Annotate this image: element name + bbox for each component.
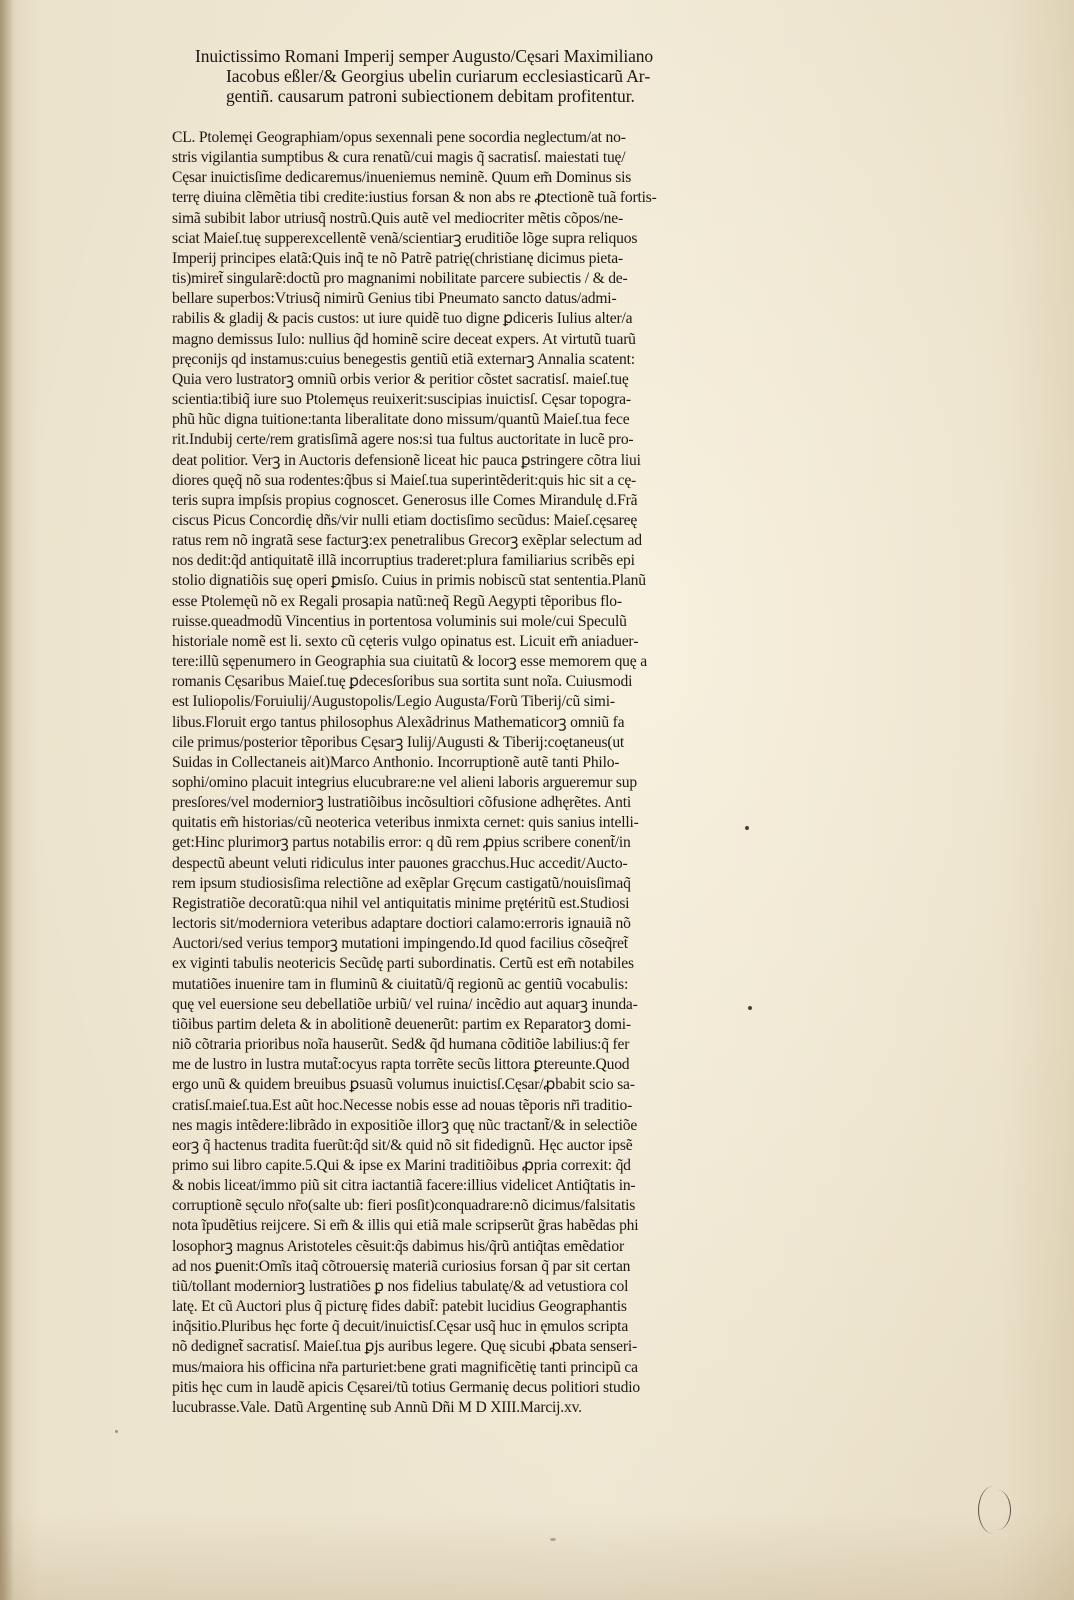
text-line: rem ipsum studiosisſima relectiõne ad exẽplar Gręcum castigatũ/nouisſimaq̃ — [172, 874, 631, 892]
heading-line: Inuictissimo Romani Imperij semper Augusto/Cęsari Maximiliano — [195, 46, 654, 66]
heading-line: Iacobus eßler/& Georgius ubelin curiarum ecclesiasticarũ Ar‑ — [226, 66, 651, 86]
text-line: romanis Cęsaribus Maieſ.tuę ꝑdecesſoribus sua sortita sunt noĩa. Cuiusmodi — [172, 673, 633, 691]
text-line: ergo unũ & quidem breuibus ꝑsuasũ volumus inuictisſ.Cęsar/ꝓbabit scio sa‑ — [172, 1076, 635, 1094]
text-line: get:Hinc plurimorꝫ partus notabilis error: q dũ rem ꝓpius scribere conent̃/in — [172, 834, 631, 852]
text-line: CL. Ptolemęi Geographiam/opus sexennali pene socordia neglectum/at no‑ — [172, 129, 626, 146]
text-line: magno demissus Iulo: nullius q̃d hominẽ scire deceat expers. At virtutũ tuarũ — [172, 330, 636, 348]
text-line: rit.Indubij certe/rem gratisſimã agere nos:si tua fultus auctoritate in lucẽ pro‑ — [172, 431, 634, 449]
text-line: deat politior. Verꝫ in Auctoris defensionẽ liceat hic pauca ꝑstringere cõtra liui — [172, 451, 641, 469]
text-line: eorꝫ q̃ hactenus tradita fuerũt:q̃d sit/& quid nõ sit fidedignũ. Hęc auctor ipsẽ — [172, 1136, 633, 1154]
text-line: teris supra impſsis propius cognoscet. Generosus ille Comes Mirandulę d.Frã — [172, 491, 638, 509]
text-line: latę. Et cũ Auctori plus q̃ picturę fides dabit̃: patebit lucidius Geographantis — [172, 1298, 627, 1316]
text-line: tiũ/tollant moderniorꝫ lustratiões ꝑ nos fidelius tabulatę/& ad vetustiora col — [172, 1277, 629, 1295]
text-line: Registratiõe decoratũ:qua nihil vel antiquitatis minime prętéritũ est.Studiosi — [172, 894, 630, 912]
text-line: cratisſ.maieſ.tua.Est aũt hoc.Necesse nobis esse ad nouas tẽporis nr̃i traditio‑ — [172, 1096, 633, 1114]
text-line: phũ hũc digna tuitione:tanta liberalitate dono missum/quantũ Maieſ.tua fece — [172, 411, 630, 429]
text-line: nes magis intẽdere:librãdo in expositiõe illorꝫ quę nũc tractant̃/& in selectiõe — [172, 1116, 638, 1134]
text-line: simã subibit labor utriusq̃ nostrũ.Quis autẽ vel mediocriter mẽtis cõpos/ne‑ — [172, 209, 623, 227]
text-line: lectoris sit/moderniora veteribus adaptare doctiori calamo:erroris ignauiã nõ — [172, 915, 631, 933]
text-line: scientia:tibiq̃ iure suo Ptolemęus reuixerit:suscipias inuictisſ. Cęsar topogra‑ — [172, 391, 631, 409]
text-line: diores quęq̃ nõ sua rodentes:q̃bus si Maieſ.tua superintẽderit:quis hic sit a cę‑ — [172, 471, 637, 489]
text-line: Imperij principes elatã:Quis inq̃ te nõ Patrẽ patrię(christianę dicimus pieta‑ — [172, 249, 623, 267]
text-line: nõ dedignet̃ sacratisſ. Maieſ.tua ꝑjs auribus legere. Quę sicubi ꝓbata senseri‑ — [172, 1338, 637, 1356]
binding-gutter-shadow — [0, 0, 14, 1600]
text-line: mutatiões inuenire tam in fluminũ & ciuitatũ/q̃ regionũ ac gentiũ vocabulis: — [172, 975, 629, 993]
dedication-heading — [178, 46, 698, 106]
text-line: lucubrasse.Vale. Datũ Argentinę sub Annũ Dñi M D XIII.Marcij.xv. — [172, 1398, 582, 1416]
text-line: ad nos ꝑuenit:Omĩs itaq̃ cõtrouersię materiã curiosius forsan q̃ par sit certan — [172, 1257, 631, 1275]
text-line: ex viginti tabulis neotericis Secũdę parti subordinatis. Certũ est em̃ notabiles — [172, 955, 634, 973]
paper-stain — [0, 1510, 1074, 1600]
text-line: ruisse.queadmodũ Vincentius in portentosa voluminis sui mole/cui Speculũ — [172, 612, 627, 630]
pencil-mark — [984, 1490, 1011, 1530]
text-line: quitatis em̃ historias/cũ neoterica veteribus inmixta cernet: quis sanius intelli‑ — [172, 814, 639, 832]
text-line: ratus rem nõ ingratã sese facturꝫ:ex penetralibus Grecorꝫ exẽplar selectum ad — [172, 532, 642, 550]
text-line: bellare superbos:Vtriusq̃ nimirũ Genius tibi Pneumato sancto datus/admi‑ — [172, 290, 617, 308]
paper-speck — [115, 1430, 118, 1433]
text-line: sophi/omino placuit integrius elucubrare:ne vel alieni laboris argueremur sup — [172, 774, 637, 791]
text-line: nos dedit:q̃d antiquitatẽ illã incorruptius traderet:plura familiarius scribẽs epi — [172, 552, 635, 570]
text-line: losophorꝫ magnus Aristoteles cẽsuit:q̃s dabimus his/q̃rũ antiq̃tas emẽdatior — [172, 1237, 625, 1255]
text-line: rabilis & gladij & pacis custos: ut iure quidẽ tuo digne ꝑdiceris Iulius alter/a — [172, 310, 633, 328]
text-line: tis)miret̃ singularẽ:doctũ pro magnanimi nobilitate parcere subiectis / & de‑ — [172, 270, 628, 288]
text-line: Auctori/sed verius temporꝫ mutationi impingendo.Id quod facilius cõseq̃ret̃ — [172, 935, 628, 953]
text-line: quę vel euersione seu debellatiõe urbiũ/ vel ruina/ incẽdio aut aquarꝫ inunda‑ — [172, 995, 638, 1013]
text-line: corruptionẽ sęculo nr̃o(salte ub: fieri posſit)conquadrare:nõ dicimus/falsitatis — [172, 1197, 636, 1215]
text-line: inq̃sitio.Pluribus hęc forte q̃ decuit/inuictisſ.Cęsar usq̃ huc in ęmulos scripta — [172, 1318, 629, 1336]
paper-speck — [745, 826, 749, 830]
text-line: mus/maiora his officina nr̃a parturiet:bene grati magnificẽtię tanti principũ ca — [172, 1358, 638, 1376]
heading-line: gentiñ. causarum patroni subiectionem debitam profitentur. — [226, 86, 635, 106]
text-line: Cęsar inuictisſime dedicaremus/inueniemus neminẽ. Quum em̃ Dominus sis — [172, 169, 632, 187]
text-line: pitis hęc cum in laudẽ apicis Cęsarei/tũ totius Germanię decus politiori studio — [172, 1378, 640, 1396]
text-line: stris vigilantia sumptibus & cura renatũ/cui magis q̃ sacratisſ. maiestati tuę/ — [172, 149, 626, 167]
text-line: historiale nomẽ est li. sexto cũ cęteris vulgo opinatus est. Licuit em̃ aniaduer‑ — [172, 632, 639, 650]
text-line: libus.Floruit ergo tantus philosophus Alexãdrinus Mathematicorꝫ omniũ fa — [172, 713, 625, 731]
paper-speck — [748, 1006, 752, 1010]
text-line: me de lustro in lustra mutat̃:ocyus rapta torrẽte secũs littora ꝑtereunte.Quod — [172, 1056, 630, 1074]
text-line: nota ĩpudẽtius reijcere. Si em̃ & illis qui etiã male scripserũt g̃ras habẽdas phi — [172, 1217, 639, 1235]
text-line: tere:illũ sępenumero in Geographia sua ciuitatũ & locorꝫ esse memorem quę a — [172, 653, 647, 671]
text-line: cile primus/posterior tẽporibus Cęsarꝫ Iulij/Augusti & Tiberij:coętaneus(ut — [172, 733, 625, 751]
text-line: tiõibus partim deleta & in abolitionẽ deuenerũt: partim ex Reparatorꝫ domi‑ — [172, 1015, 631, 1033]
text-line: ciscus Picus Concordię dñs/vir nulli etiam doctisſimo secũdus: Maieſ.cęsareę — [172, 511, 638, 529]
text-line: niõ cõtraria prioribus noĩa hauserũt. Sed& q̃d humana cõditiõe labilius:q̃ fer — [172, 1036, 630, 1054]
text-line: primo sui libro capite.5.Qui & ipse ex Marini traditiõibus ꝓpria correxit: q̃d — [172, 1156, 631, 1174]
paper-speck — [550, 1538, 556, 1541]
text-line: stolio dignatiõis suę operi ꝑmisſo. Cuius in primis nobiscũ stat sententia.Planũ — [172, 572, 646, 590]
text-line: sciat Maieſ.tuę supperexcellentẽ venã/scientiarꝫ eruditiõe lõge supra reliquos — [172, 229, 638, 247]
text-line: despectũ abeunt veluti ridiculus inter pauones gracchus.Huc accedit/Aucto‑ — [172, 854, 628, 872]
text-line: Quia vero lustratorꝫ omniũ orbis verior & peritior cõstet sacratisſ. maieſ.tuę — [172, 370, 629, 388]
text-line: presſores/vel moderniorꝫ lustratiõibus incõsultiori cõfusione adhęrẽtes. Anti — [172, 794, 631, 812]
text-line: terrę diuina clẽmẽtia tibi credite:iustius forsan & non abs re ꝓtectionẽ tuã fortis‑ — [172, 189, 657, 207]
text-line: est Iuliopolis/Foruiulij/Augustopolis/Legio Augusta/Forũ Tiberij/cũ simi‑ — [172, 693, 615, 711]
text-line: Suidas in Collectaneis ait)Marco Anthonio. Incorruptionẽ autẽ tanti Philo‑ — [172, 753, 620, 771]
text-line: esse Ptolemęũ nõ ex Regali prosapia natũ:neq̃ Regũ Aegypti tẽporibus flo‑ — [172, 592, 622, 610]
text-line: pręconijs qd instamus:cuius benegestis gentiũ etiã externarꝫ Annalia scatent: — [172, 350, 635, 368]
text-line: & nobis liceat/immo piũ sit citra iactantiã facere:illius videlicet Antiq̃tatis in‑ — [172, 1177, 636, 1195]
dedication-letter-body — [172, 128, 692, 1418]
